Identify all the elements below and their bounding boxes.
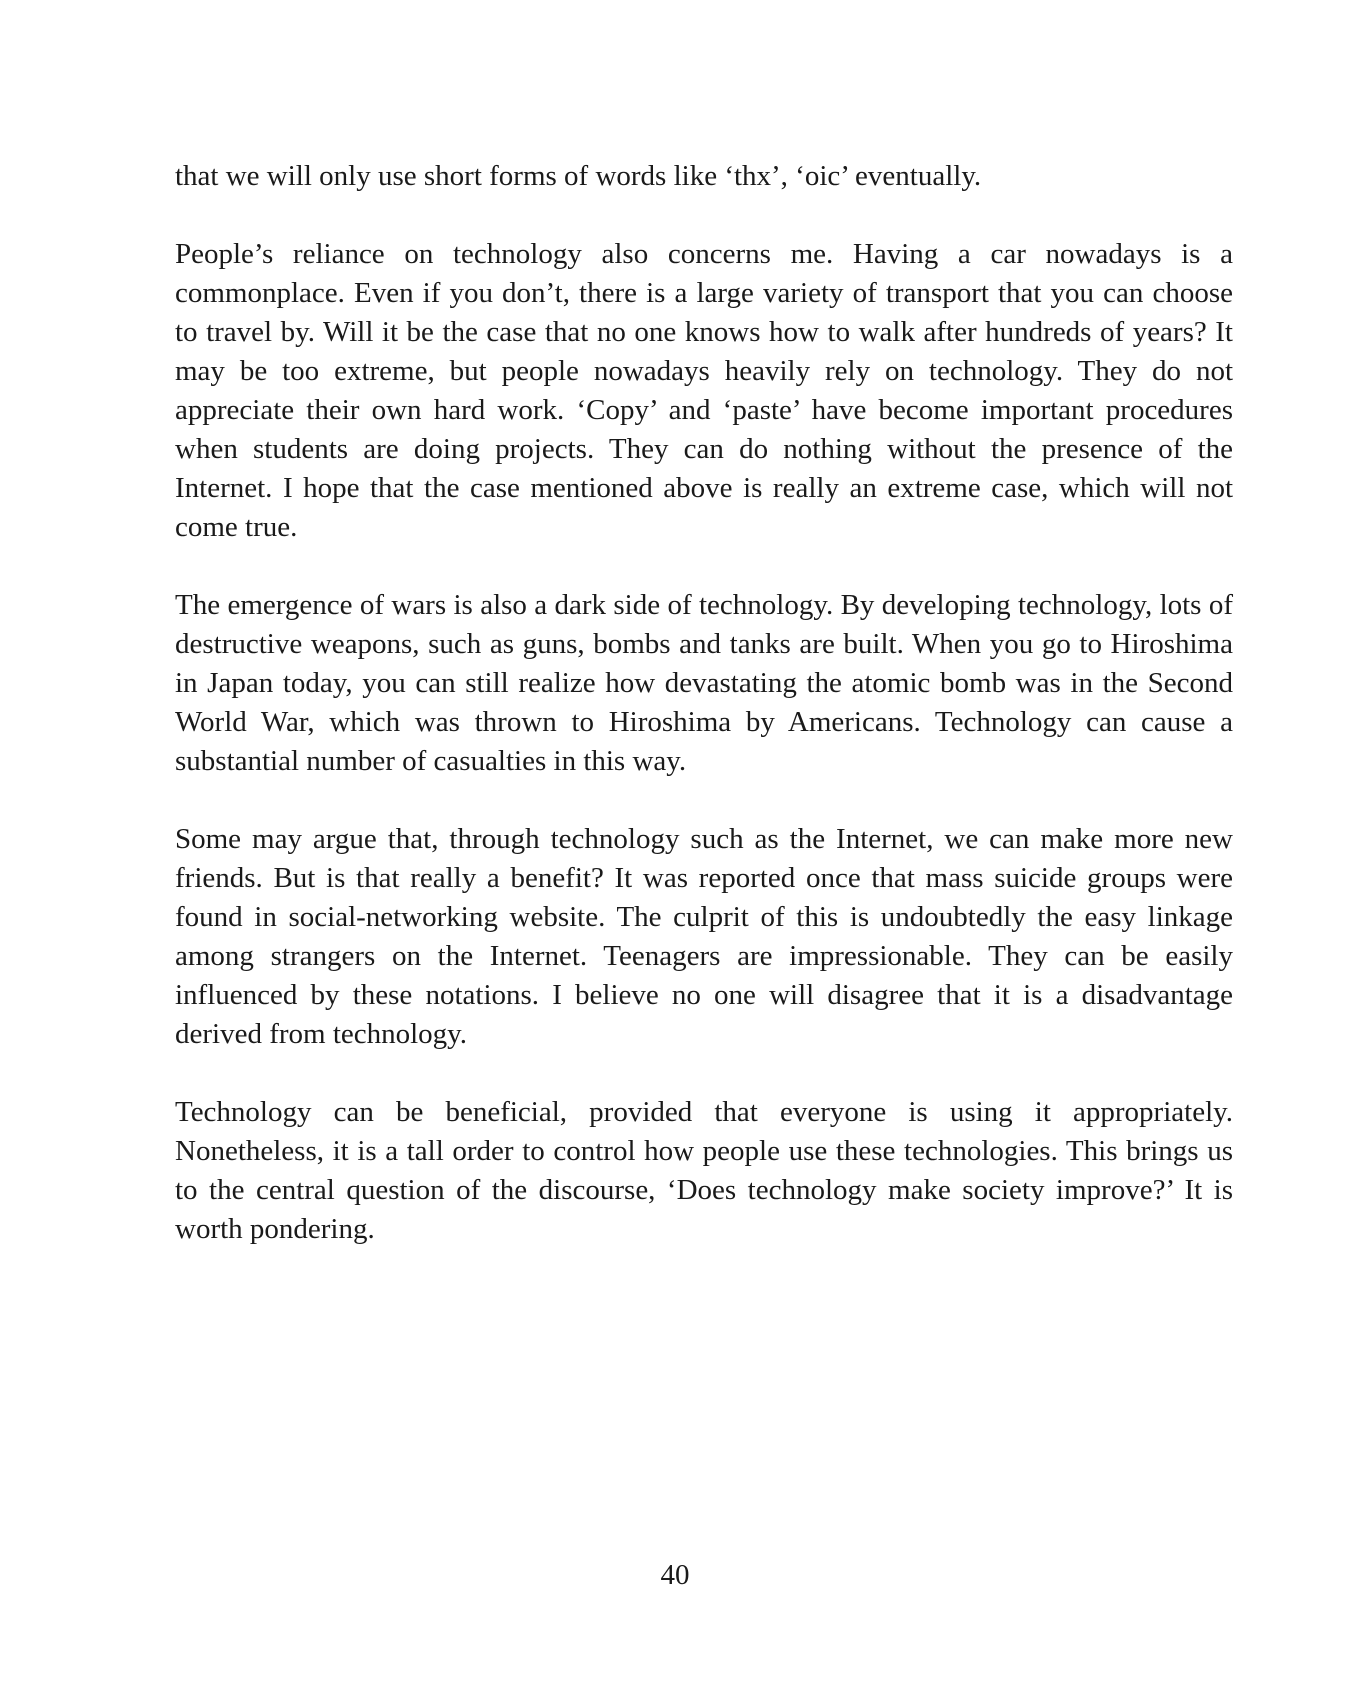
body-text bbox=[175, 157, 1233, 1288]
paragraph-reliance-on-technology: People’s reliance on technology also concerns me. Having a car nowadays is a commonplace. Even if you don’t, there is a large variety of transport that you can choose to travel by. Will it be the case that no one knows how to walk after hundreds of years? It may be too extreme, but people nowadays heavily rely on technology. They do not appreciate their own hard work. ‘Copy’ and ‘paste’ have become important procedures when students are doing projects. They can do nothing without the presence of the Internet. I hope that the case mentioned above is really an extreme case, which will not come true. bbox=[175, 238, 1233, 543]
paragraph-conclusion: Technology can be beneficial, provided that everyone is using it appropriately. Nonetheless, it is a tall order to control how people use these technologies. This brings us to the central question of the discourse, ‘Does technology make society improve?’ It is worth pondering. bbox=[175, 1096, 1233, 1245]
paragraph-continuation: that we will only use short forms of words like ‘thx’, ‘oic’ eventually. bbox=[175, 160, 982, 192]
paragraph-internet-friends: Some may argue that, through technology such as the Internet, we can make more new friends. But is that really a benefit? It was reported once that mass suicide groups were found in social-networking website. The culprit of this is undoubtedly the easy linkage among strangers on the Internet. Teenagers are impressionable. They can be easily influenced by these notations. I believe no one will disagree that it is a disadvantage derived from technology. bbox=[175, 823, 1233, 1050]
paragraph-wars: The emergence of wars is also a dark side of technology. By developing technology, lots of destructive weapons, such as guns, bombs and tanks are built. When you go to Hiroshima in Japan today, you can still realize how devastating the atomic bomb was in the Second World War, which was thrown to Hiroshima by Americans. Technology can cause a substantial number of casualties in this way. bbox=[175, 589, 1233, 777]
page-number: 40 bbox=[660, 1559, 690, 1591]
